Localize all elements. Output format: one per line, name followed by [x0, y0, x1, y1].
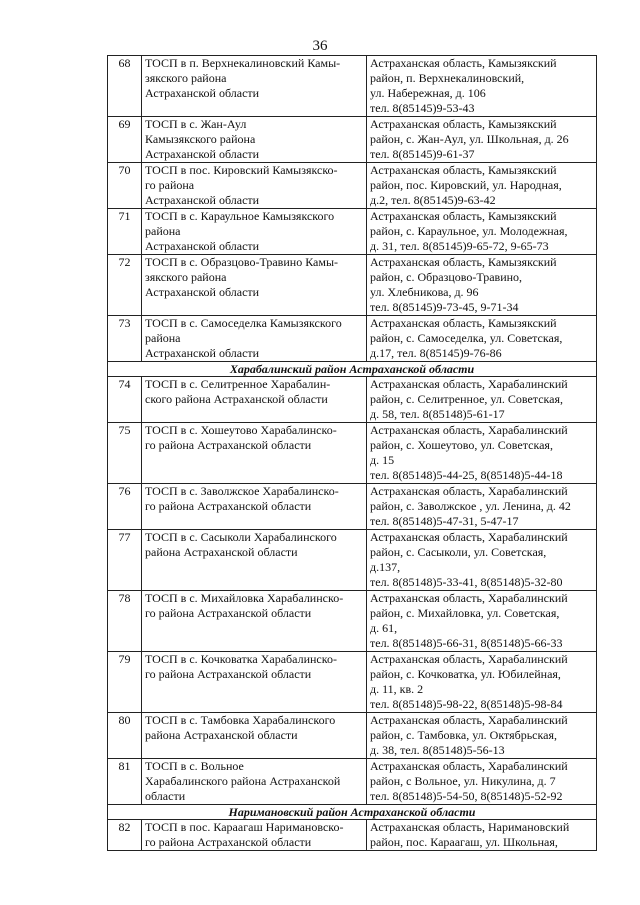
table-row	[108, 713, 597, 759]
office-address: Астраханская область, Камызякский район, с. Жан-Аул, ул. Школьная, д. 26 тел. 8(85145)9-61-37	[367, 117, 597, 163]
office-name: ТОСП в с. Кочковатка Харабалинско- го района Астраханской области	[142, 652, 367, 713]
office-name: ТОСП в с. Хошеутово Харабалинско- го района Астраханской области	[142, 423, 367, 484]
row-number: 69	[108, 117, 142, 163]
row-number: 74	[108, 377, 142, 423]
registry-table	[107, 55, 597, 851]
office-name: ТОСП в с. Вольное Харабалинского района Астраханской области	[142, 759, 367, 805]
table-row	[108, 759, 597, 805]
row-number: 70	[108, 163, 142, 209]
office-address: Астраханская область, Камызякский район, с. Самоседелка, ул. Советская, д.17, тел. 8(85145)9-76-86	[367, 316, 597, 362]
office-name: ТОСП в с. Сасыколи Харабалинского района Астраханской области	[142, 530, 367, 591]
district-section-row	[108, 805, 597, 820]
table-row	[108, 255, 597, 316]
office-name: ТОСП в с. Образцово-Травино Камы- зякского района Астраханской области	[142, 255, 367, 316]
office-name: ТОСП в пос. Кировский Камызякско- го района Астраханской области	[142, 163, 367, 209]
office-address: Астраханская область, Харабалинский район, с. Хошеутово, ул. Советская, д. 15 тел. 8(85148)5-44-25, 8(85148)5-44-18	[367, 423, 597, 484]
table-row	[108, 484, 597, 530]
office-name: ТОСП в пос. Караагаш Наримановско- го района Астраханской области	[142, 820, 367, 851]
office-name: ТОСП в с. Селитренное Харабалин- ского района Астраханской области	[142, 377, 367, 423]
office-address: Астраханская область, Камызякский район, п. Верхнекалиновский, ул. Набережная, д. 106 тел. 8(85145)9-53-43	[367, 56, 597, 117]
table-row	[108, 117, 597, 163]
table-row	[108, 377, 597, 423]
row-number: 79	[108, 652, 142, 713]
row-number: 72	[108, 255, 142, 316]
row-number: 82	[108, 820, 142, 851]
table-row	[108, 530, 597, 591]
office-name: ТОСП в п. Верхнекалиновский Камы- зякского района Астраханской области	[142, 56, 367, 117]
table-row	[108, 209, 597, 255]
office-name: ТОСП в с. Караульное Камызякского района Астраханской области	[142, 209, 367, 255]
office-address: Астраханская область, Камызякский район, пос. Кировский, ул. Народная, д.2, тел. 8(85145)9-63-42	[367, 163, 597, 209]
row-number: 75	[108, 423, 142, 484]
office-address: Астраханская область, Харабалинский район, с. Тамбовка, ул. Октябрьская, д. 38, тел. 8(85148)5-56-13	[367, 713, 597, 759]
row-number: 80	[108, 713, 142, 759]
office-address: Астраханская область, Харабалинский район, с. Кочковатка, ул. Юбилейная, д. 11, кв. 2 тел. 8(85148)5-98-22, 8(85148)5-98-84	[367, 652, 597, 713]
office-address: Астраханская область, Харабалинский район, с. Заволжское , ул. Ленина, д. 42 тел. 8(85148)5-47-31, 5-47-17	[367, 484, 597, 530]
table-row	[108, 163, 597, 209]
office-address: Астраханская область, Харабалинский район, с. Селитренное, ул. Советская, д. 58, тел. 8(85148)5-61-17	[367, 377, 597, 423]
district-section-title: Наримановский район Астраханской области	[108, 805, 597, 820]
office-address: Астраханская область, Камызякский район, с. Образцово-Травино, ул. Хлебникова, д. 96 тел. 8(85145)9-73-45, 9-71-34	[367, 255, 597, 316]
table-row	[108, 591, 597, 652]
office-address: Астраханская область, Харабалинский район, с. Сасыколи, ул. Советская, д.137, тел. 8(85148)5-33-41, 8(85148)5-32-80	[367, 530, 597, 591]
row-number: 77	[108, 530, 142, 591]
table-row	[108, 423, 597, 484]
row-number: 71	[108, 209, 142, 255]
district-section-title: Харабалинский район Астраханской области	[108, 362, 597, 377]
office-name: ТОСП в с. Михайловка Харабалинско- го района Астраханской области	[142, 591, 367, 652]
office-address: Астраханская область, Харабалинский район, с Вольное, ул. Никулина, д. 7 тел. 8(85148)5-54-50, 8(85148)5-52-92	[367, 759, 597, 805]
row-number: 76	[108, 484, 142, 530]
row-number: 73	[108, 316, 142, 362]
office-name: ТОСП в с. Заволжское Харабалинско- го района Астраханской области	[142, 484, 367, 530]
office-address: Астраханская область, Харабалинский район, с. Михайловка, ул. Советская, д. 61, тел. 8(85148)5-66-31, 8(85148)5-66-33	[367, 591, 597, 652]
row-number: 78	[108, 591, 142, 652]
office-name: ТОСП в с. Самоседелка Камызякского района Астраханской области	[142, 316, 367, 362]
office-address: Астраханская область, Камызякский район, с. Караульное, ул. Молодежная, д. 31, тел. 8(85145)9-65-72, 9-65-73	[367, 209, 597, 255]
table-row	[108, 652, 597, 713]
table-row	[108, 316, 597, 362]
page-number: 36	[312, 38, 328, 54]
row-number: 81	[108, 759, 142, 805]
district-section-row	[108, 362, 597, 377]
office-name: ТОСП в с. Жан-Аул Камызякского района Астраханской области	[142, 117, 367, 163]
registry-table-body	[108, 56, 597, 851]
table-row	[108, 56, 597, 117]
table-row	[108, 820, 597, 851]
row-number: 68	[108, 56, 142, 117]
office-address: Астраханская область, Наримановский район, пос. Караагаш, ул. Школьная,	[367, 820, 597, 851]
office-name: ТОСП в с. Тамбовка Харабалинского района Астраханской области	[142, 713, 367, 759]
